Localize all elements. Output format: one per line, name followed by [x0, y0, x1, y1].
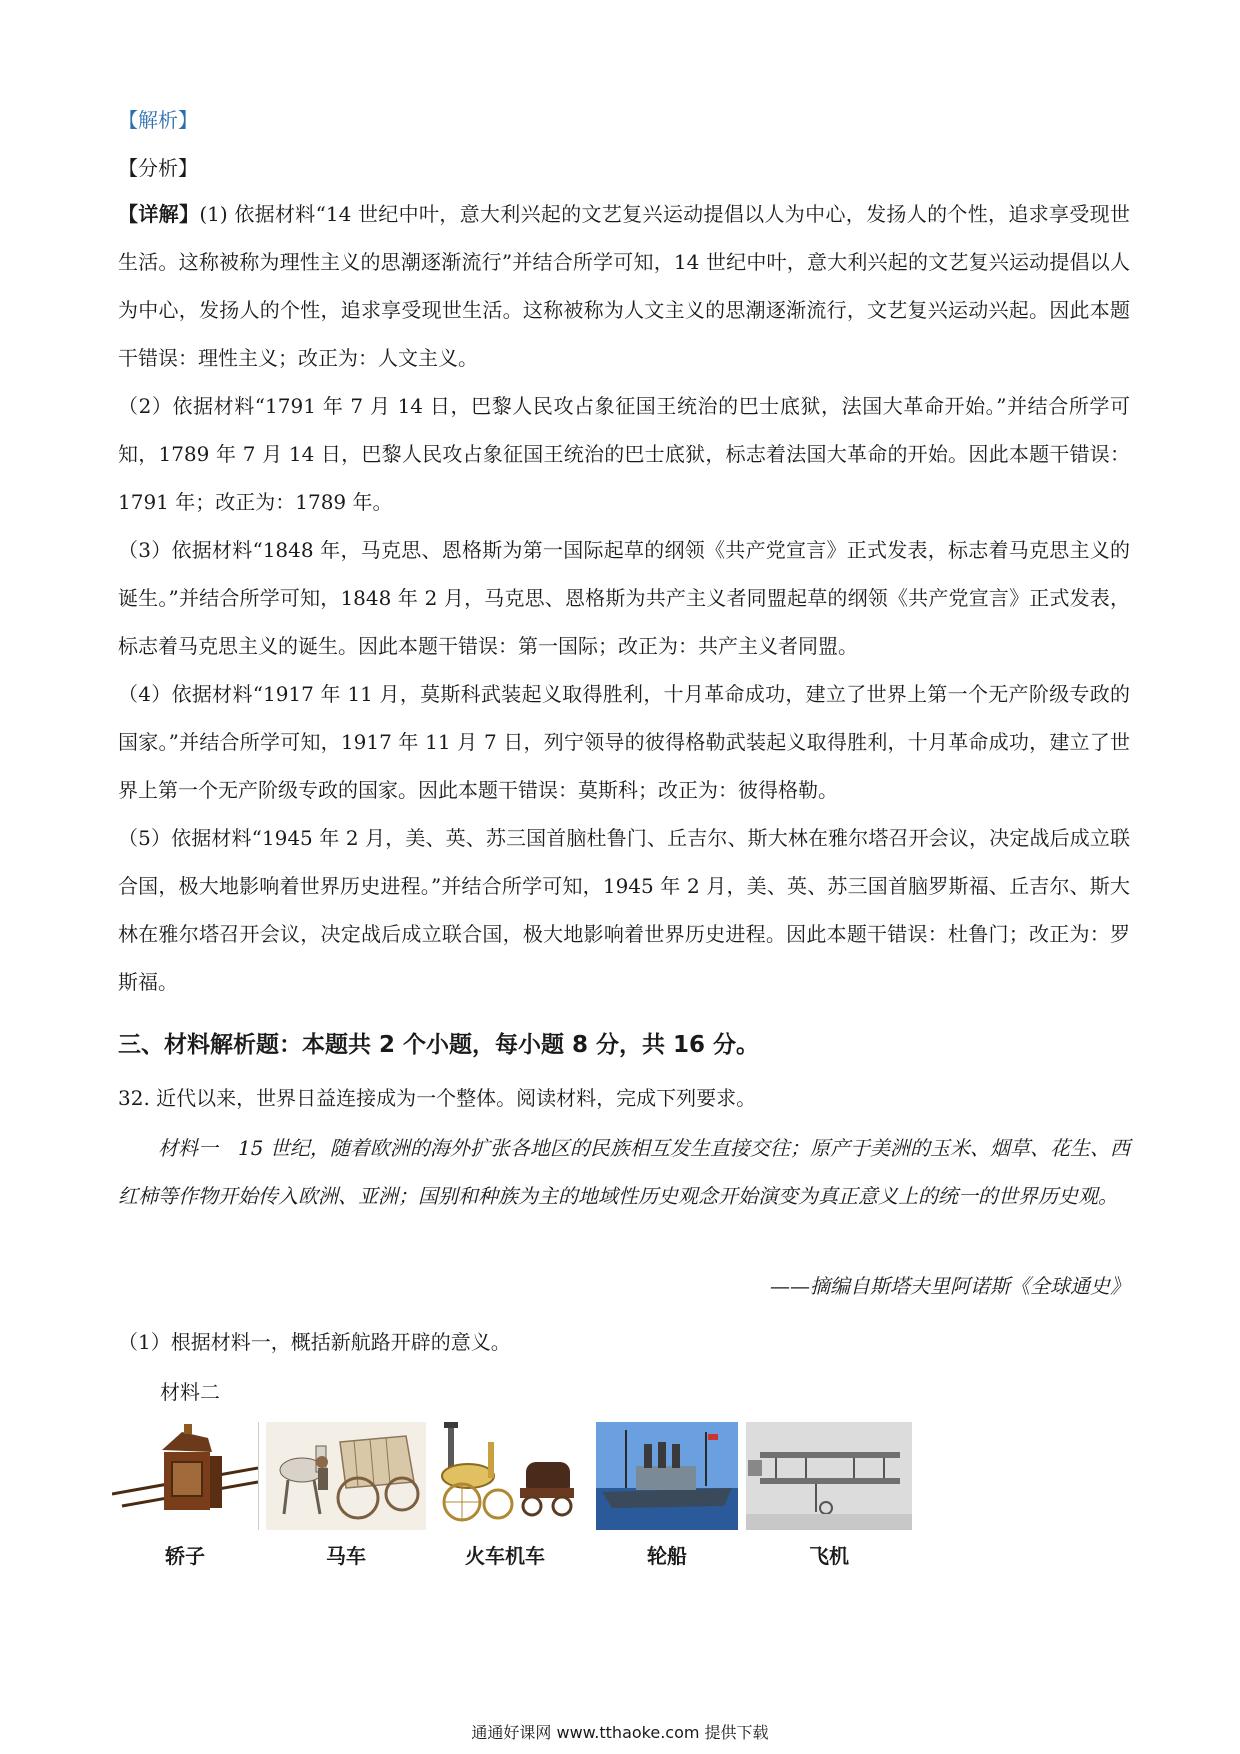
section-title: 三、材料解析题：本题共 2 个小题，每小题 8 分，共 16 分。 — [118, 1032, 760, 1058]
material-one: 材料一 15 世纪，随着欧洲的海外扩张各地区的民族相互发生直接交往；原产于美洲的玉米、烟草、花生、西红柿等作物开始传入欧洲、亚洲；国别和种族为主的地域性历史观念开始演变为真正意义上的统一的世界历史观。 — [118, 1136, 1130, 1208]
question-32: 32. 近代以来，世界日益连接成为一个整体。阅读材料，完成下列要求。 — [118, 1086, 757, 1110]
detail-paragraph-5: （5）依据材料“1945 年 2 月，美、英、苏三国首脑杜鲁门、丘吉尔、斯大林在雅尔塔召开会议，决定战后成立联合国，极大地影响着世界历史进程。”并结合所学可知，1945 年 2 月，美、英、苏三国首脑罗斯福、丘吉尔、斯大林在雅尔塔召开会议，决定战后成立联合国，极大地影响着世界历史进程。因此本题干错误：杜鲁门；改正为：罗斯福。 — [118, 826, 1130, 994]
sedan-chair-image — [112, 1422, 259, 1530]
locomotive-image — [434, 1422, 576, 1530]
horse-carriage-icon — [266, 1422, 426, 1530]
biplane-icon — [746, 1422, 912, 1530]
caption-biplane: 飞机 — [809, 1544, 849, 1568]
horse-carriage-image — [266, 1422, 426, 1530]
detail-paragraph-1 — [118, 190, 1130, 382]
caption-sedan-chair: 轿子 — [165, 1544, 205, 1568]
steamship-image — [596, 1422, 738, 1530]
fenxi-label: 【分析】 — [118, 156, 198, 180]
xiangjie-label: 【详解】 — [118, 202, 200, 226]
steamship-icon — [596, 1422, 738, 1530]
caption-horse-carriage: 马车 — [326, 1544, 366, 1568]
paragraph-text: (1) 依据材料“14 世纪中叶，意大利兴起的文艺复兴运动提倡以人为中心，发扬人的个性，追求享受现世生活。这称被称为理性主义的思潮逐渐流行”并结合所学可知，14 世纪中叶，意大利兴起的文艺复兴运动提倡以人为中心，发扬人的个性，追求享受现世生活。这称被称为人文主义的思潮逐渐流行，文艺复兴运动兴起。因此本题干错误：理性主义；改正为：人文主义。 — [118, 202, 1131, 370]
question-32-1: （1）根据材料一，概括新航路开辟的意义。 — [118, 1330, 511, 1354]
caption-locomotive: 火车机车 — [465, 1544, 545, 1568]
biplane-image — [746, 1422, 912, 1530]
analysis-label: 【解析】 — [118, 108, 198, 132]
detail-paragraph-4: （4）依据材料“1917 年 11 月，莫斯科武装起义取得胜利，十月革命成功，建立了世界上第一个无产阶级专政的国家。”并结合所学可知，1917 年 11 月 7 日，列宁领导的彼得格勒武装起义取得胜利，十月革命成功，建立了世界上第一个无产阶级专政的国家。因此本题干错误：莫斯科；改正为：彼得格勒。 — [118, 682, 1130, 802]
material-two-label: 材料二 — [160, 1380, 220, 1404]
material-one-source: ——摘编自斯塔夫里阿诺斯《全球通史》 — [770, 1274, 1130, 1298]
detail-paragraph-3: （3）依据材料“1848 年，马克思、恩格斯为第一国际起草的纲领《共产党宣言》正式发表，标志着马克思主义的诞生。”并结合所学可知，1848 年 2 月，马克思、恩格斯为共产主义者同盟起草的纲领《共产党宣言》正式发表，标志着马克思主义的诞生。因此本题干错误：第一国际；改正为：共产主义者同盟。 — [118, 538, 1130, 658]
detail-paragraph-2: （2）依据材料“1791 年 7 月 14 日，巴黎人民攻占象征国王统治的巴士底狱，法国大革命开始。”并结合所学可知，1789 年 7 月 14 日，巴黎人民攻占象征国王统治的巴士底狱，标志着法国大革命的开始。因此本题干错误：1791 年；改正为：1789 年。 — [118, 394, 1130, 514]
footer-text: 通通好课网 www.tthaoke.com 提供下载 — [471, 1723, 769, 1742]
sedan-chair-icon — [112, 1422, 258, 1530]
steam-locomotive-icon — [434, 1422, 576, 1530]
caption-steamship: 轮船 — [647, 1544, 687, 1568]
